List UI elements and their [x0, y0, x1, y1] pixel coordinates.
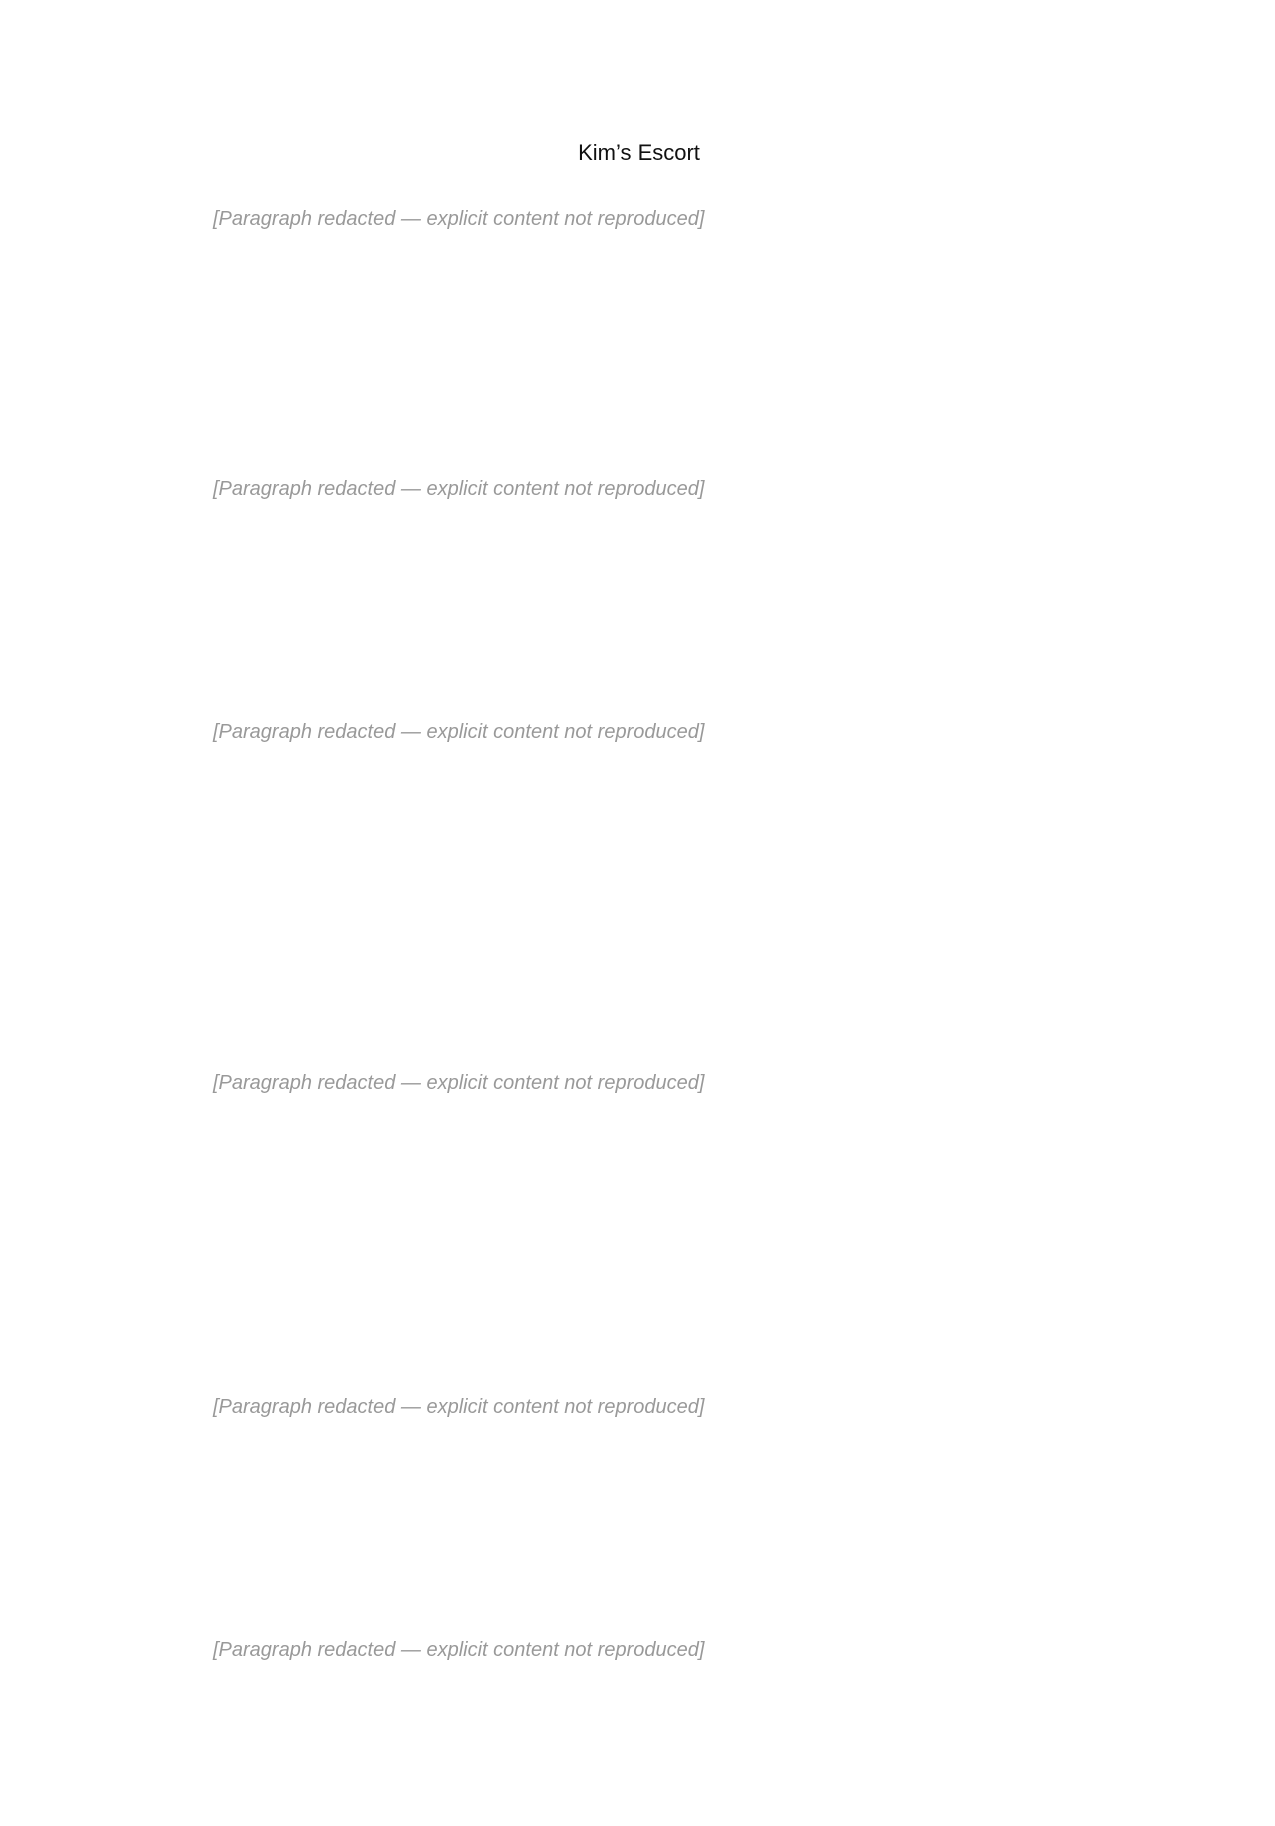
document-body [143, 206, 1135, 1826]
redacted-paragraph: [Paragraph redacted — explicit content not reproduced] [213, 1396, 705, 1418]
page-title: Kim’s Escort [578, 140, 700, 165]
redacted-paragraph: [Paragraph redacted — explicit content not reproduced] [213, 1639, 705, 1661]
redacted-paragraph: [Paragraph redacted — explicit content not reproduced] [213, 478, 705, 500]
redacted-paragraph: [Paragraph redacted — explicit content not reproduced] [213, 721, 705, 743]
redacted-paragraph: [Paragraph redacted — explicit content not reproduced] [213, 208, 705, 230]
redacted-paragraph: [Paragraph redacted — explicit content not reproduced] [213, 1072, 705, 1094]
